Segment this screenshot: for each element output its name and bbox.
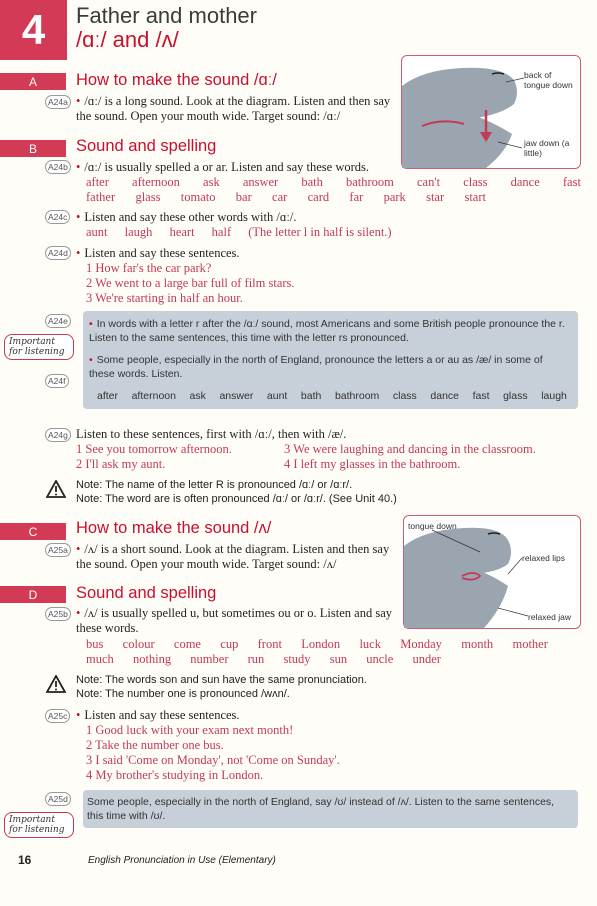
a24g-sentence-4: 4 I left my glasses in the bathroom. <box>284 457 461 471</box>
diagram1-label-jaw: jaw down (a little) <box>524 138 570 158</box>
word: number <box>190 652 229 666</box>
page-number: 16 <box>18 853 32 867</box>
handwritten-note-2: Important for listening <box>4 812 74 838</box>
unit-title-phonemes: /ɑː/ and /ʌ/ <box>76 27 179 52</box>
note-son-sun: Note: The words son and sun have the same pronunciation. <box>76 674 367 686</box>
word: run <box>247 652 265 666</box>
word: car <box>272 190 288 204</box>
word: glass <box>135 190 161 204</box>
track-a25d[interactable]: A25d <box>45 792 71 806</box>
word: bus <box>86 637 104 651</box>
track-a25b[interactable]: A25b <box>45 607 71 621</box>
note-box-para2-content: Some people, especially in the north of England, pronounce the letters a or au as /æ/ in some of these words. Listen. <box>89 354 543 380</box>
word: London <box>301 637 341 651</box>
word: much <box>86 652 114 666</box>
track-a24a[interactable]: A24a <box>45 95 71 109</box>
section-c-text <box>76 542 396 572</box>
word-list-u-row1 <box>86 637 548 652</box>
word: front <box>257 637 282 651</box>
section-c-text-content: /ʌ/ is a short sound. Look at the diagram. Listen and then say the sound. Open your mouth wide. Target sound: /ʌ/ <box>76 542 390 571</box>
a24g-sentence-3: 3 We were laughing and dancing in the classroom. <box>284 442 536 456</box>
word: far <box>349 190 364 204</box>
sentence: 3 We're starting in half an hour. <box>86 291 243 305</box>
word: bath <box>301 175 323 189</box>
word: card <box>307 190 330 204</box>
note-word-are: Note: The word are is often pronounced /ɑː/ or /ɑːr/. (See Unit 40.) <box>76 493 397 505</box>
track-a24c[interactable]: A24c <box>45 210 70 224</box>
word: ask <box>189 390 206 402</box>
word-list-ar-row2 <box>86 190 486 205</box>
track-a25c[interactable]: A25c <box>45 709 70 723</box>
word: can't <box>417 175 441 189</box>
word: under <box>412 652 441 666</box>
sentence: 1 How far's the car park? <box>86 261 212 275</box>
word: after <box>86 175 109 189</box>
section-b3-text-content: Listen and say these sentences. <box>84 246 240 260</box>
section-a-text <box>76 94 396 124</box>
sentence: 4 My brother's studying in London. <box>86 768 264 782</box>
word: study <box>283 652 311 666</box>
silent-l-note: (The letter l in half is silent.) <box>248 225 392 239</box>
sentence: 1 Good luck with your exam next month! <box>86 723 294 737</box>
bullet: • <box>76 606 81 620</box>
unit-title-text: Father and mother <box>76 3 257 28</box>
word: bath <box>300 390 322 402</box>
word: dance <box>510 175 540 189</box>
note-box-words <box>97 389 567 403</box>
mouth-diagram-uh <box>403 515 581 629</box>
section-b3-text <box>76 246 240 261</box>
word: fast <box>562 175 581 189</box>
section-b1-text-content: /ɑː/ is usually spelled a or ar. Listen and say these words. <box>84 160 369 174</box>
bullet: • <box>76 246 81 260</box>
word: cup <box>220 637 239 651</box>
section-d-tab <box>0 586 66 603</box>
word: Monday <box>400 637 442 651</box>
section-a-text-content: /ɑː/ is a long sound. Look at the diagram. Listen and then say the sound. Open your mouth wide. Target sound: /ɑː/ <box>76 94 391 123</box>
word: class <box>463 175 488 189</box>
bullet: • <box>89 354 93 366</box>
word: nothing <box>132 652 172 666</box>
bullet: • <box>76 542 81 556</box>
bullet: • <box>76 160 81 174</box>
word: bathroom <box>345 175 394 189</box>
section-letter: C <box>28 524 38 539</box>
word-list-ar-row1 <box>86 175 581 190</box>
word: laugh <box>124 225 153 239</box>
section-d2-text <box>76 708 240 723</box>
section-a-tab <box>0 73 66 90</box>
word: answer <box>219 390 254 402</box>
word-list-u-row2 <box>86 652 441 667</box>
word: bar <box>235 190 252 204</box>
note-box-para1 <box>89 317 569 345</box>
word: sun <box>329 652 348 666</box>
diagram2-label-jaw: relaxed jaw <box>528 612 571 622</box>
track-a24g[interactable]: A24g <box>45 428 71 442</box>
warning-icon <box>46 480 66 503</box>
word: colour <box>122 637 155 651</box>
diagram2-label-tongue: tongue down <box>408 521 457 531</box>
section-d1-text <box>76 606 396 636</box>
handwritten-note-1: Important for listening <box>4 334 74 360</box>
word: mother <box>512 637 548 651</box>
note-box-para2 <box>89 353 569 381</box>
word: dance <box>430 390 459 402</box>
word: month <box>461 637 494 651</box>
word: park <box>383 190 406 204</box>
word: star <box>426 190 445 204</box>
word: laugh <box>541 390 567 402</box>
section-b1-text <box>76 160 406 175</box>
word: uncle <box>366 652 394 666</box>
sentence: 2 Take the number one bus. <box>86 738 224 752</box>
section-c-tab <box>0 523 66 540</box>
note-box-north-england <box>83 790 578 828</box>
unit-number-box <box>0 0 67 60</box>
section-d-heading: Sound and spelling <box>76 584 217 602</box>
section-letter: B <box>28 141 37 156</box>
word: aunt <box>86 225 108 239</box>
sentence-list-b3 <box>86 261 295 306</box>
track-a24f[interactable]: A24f <box>45 374 69 388</box>
word: fast <box>472 390 490 402</box>
sentence: 2 We went to a large bar full of film stars. <box>86 276 295 290</box>
mouth-diagram-aa <box>401 55 581 169</box>
word: come <box>173 637 201 651</box>
word: class <box>392 390 417 402</box>
sentence: 3 I said 'Come on Monday', not 'Come on Sunday'. <box>86 753 340 767</box>
word: father <box>86 190 116 204</box>
bullet: • <box>89 318 93 330</box>
word: afternoon <box>132 175 180 189</box>
section-a-heading: How to make the sound /ɑː/ <box>76 71 277 89</box>
word: half <box>211 225 232 239</box>
section-d1-text-content: /ʌ/ is usually spelled u, but sometimes ou or o. Listen and say these words. <box>76 606 392 635</box>
section-b2-text <box>76 210 296 225</box>
word: start <box>464 190 486 204</box>
warning-icon <box>46 675 66 698</box>
section-d2-text-content: Listen and say these sentences. <box>84 708 240 722</box>
section-b-tab <box>0 140 66 157</box>
a24g-sentence-2: 2 I'll ask my aunt. <box>76 457 166 471</box>
word-list-other <box>86 225 406 240</box>
unit-number: 4 <box>21 6 46 53</box>
word: aunt <box>266 390 288 402</box>
note-box2-text: Some people, especially in the north of England, say /ʊ/ instead of /ʌ/. Listen to the same sentences, this time with /ʊ/. <box>87 796 555 822</box>
bullet: • <box>76 210 81 224</box>
unit-title <box>76 4 257 52</box>
word: afternoon <box>131 390 176 402</box>
bullet: • <box>76 708 81 722</box>
note-box-americans <box>83 311 578 409</box>
word: answer <box>242 175 279 189</box>
note-one: Note: The number one is pronounced /wʌn/. <box>76 688 290 700</box>
a24g-sentence-1: 1 See you tomorrow afternoon. <box>76 442 232 456</box>
section-letter: A <box>28 74 37 89</box>
sentence-list-d2 <box>86 723 340 783</box>
track-a24d[interactable]: A24d <box>45 246 71 260</box>
note-box-para1-content: In words with a letter r after the /ɑː/ sound, most Americans and some British people pronounce the r. Listen to the same sentences, this time with the letter rs pronounced. <box>89 318 565 344</box>
book-title: English Pronunciation in Use (Elementary) <box>88 855 276 866</box>
section-b-heading: Sound and spelling <box>76 137 217 155</box>
word: tomato <box>180 190 216 204</box>
track-a24e[interactable]: A24e <box>45 314 71 328</box>
word: ask <box>203 175 220 189</box>
a24g-intro: Listen to these sentences, first with /ɑː/, then with /æ/. <box>76 427 347 441</box>
track-a25a[interactable]: A25a <box>45 543 71 557</box>
word: after <box>97 390 119 402</box>
note-letter-r: Note: The name of the letter R is pronounced /ɑː/ or /ɑːr/. <box>76 479 353 491</box>
diagram2-label-lips: relaxed lips <box>522 553 565 563</box>
word: bathroom <box>334 390 380 402</box>
bullet: • <box>76 94 81 108</box>
track-a24b[interactable]: A24b <box>45 160 71 174</box>
word: heart <box>169 225 195 239</box>
diagram1-label-tongue: back of tongue down <box>524 70 573 90</box>
word: glass <box>503 390 528 402</box>
section-b2-text-content: Listen and say these other words with /ɑː/. <box>84 210 297 224</box>
section-c-heading: How to make the sound /ʌ/ <box>76 519 272 537</box>
section-letter: D <box>28 587 38 602</box>
word: luck <box>359 637 381 651</box>
